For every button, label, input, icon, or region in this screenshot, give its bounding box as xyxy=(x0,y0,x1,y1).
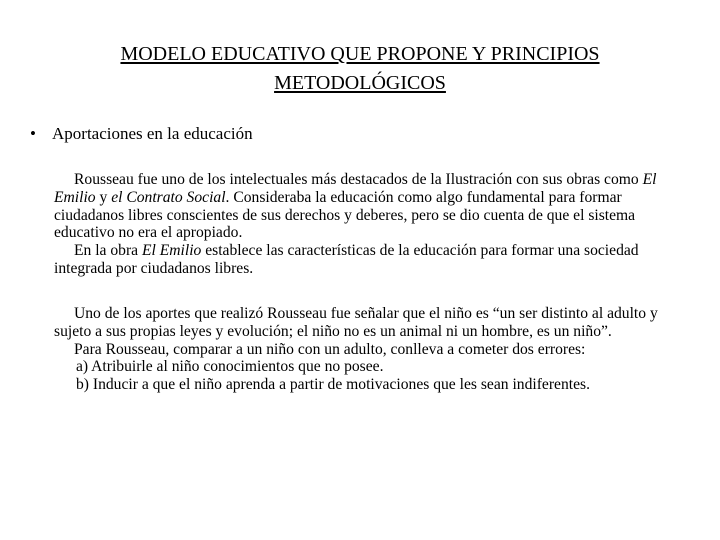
paragraph-comparar: Para Rousseau, comparar a un niño con un adulto, conlleva a cometer dos errores: xyxy=(74,340,586,358)
work-title-el-emilio: El Emilio xyxy=(54,171,657,206)
slide-title-line-2: METODOLÓGICOS xyxy=(274,72,446,94)
work-title-contrato-social: el Contrato Social xyxy=(111,188,226,206)
paragraph-aportes: Uno de los aportes que realizó Rousseau fue señalar que el niño es “un ser distinto al adulto y sujeto a sus propias leyes y evolución; el niño no es un animal ni un hombre, es un niño”. xyxy=(54,305,658,340)
bullet-heading xyxy=(30,124,253,144)
paragraph-el-emilio: En la obra El Emilio establece las características de la educación para formar una sociedad integrada por ciudadanos libres. xyxy=(54,242,639,277)
paragraph-block-1 xyxy=(54,171,694,278)
list-item-a: a) Atribuirle al niño conocimientos que no posee. xyxy=(76,358,384,376)
work-title-el-emilio-2: El Emilio xyxy=(141,242,202,260)
bullet-icon: • xyxy=(30,124,36,143)
slide-title-line-1: MODELO EDUCATIVO QUE PROPONE Y PRINCIPIOS xyxy=(120,43,600,65)
list-item-b: b) Inducir a que el niño aprenda a partir de motivaciones que les sean indiferentes. xyxy=(76,376,590,394)
paragraph-rousseau-intro: Rousseau fue uno de los intelectuales más destacados de la Ilustración con sus obras como El Emilio y el Contrato Social. Consideraba la educación como algo fundamental para formar ciudadanos libres conscientes de sus derechos y deberes, pero se dio cuenta de que el sistema educativo no era el apropiado. xyxy=(54,171,657,242)
slide-title xyxy=(0,40,720,98)
paragraph-block-2 xyxy=(54,305,694,394)
bullet-heading-text: Aportaciones en la educación xyxy=(52,124,253,143)
